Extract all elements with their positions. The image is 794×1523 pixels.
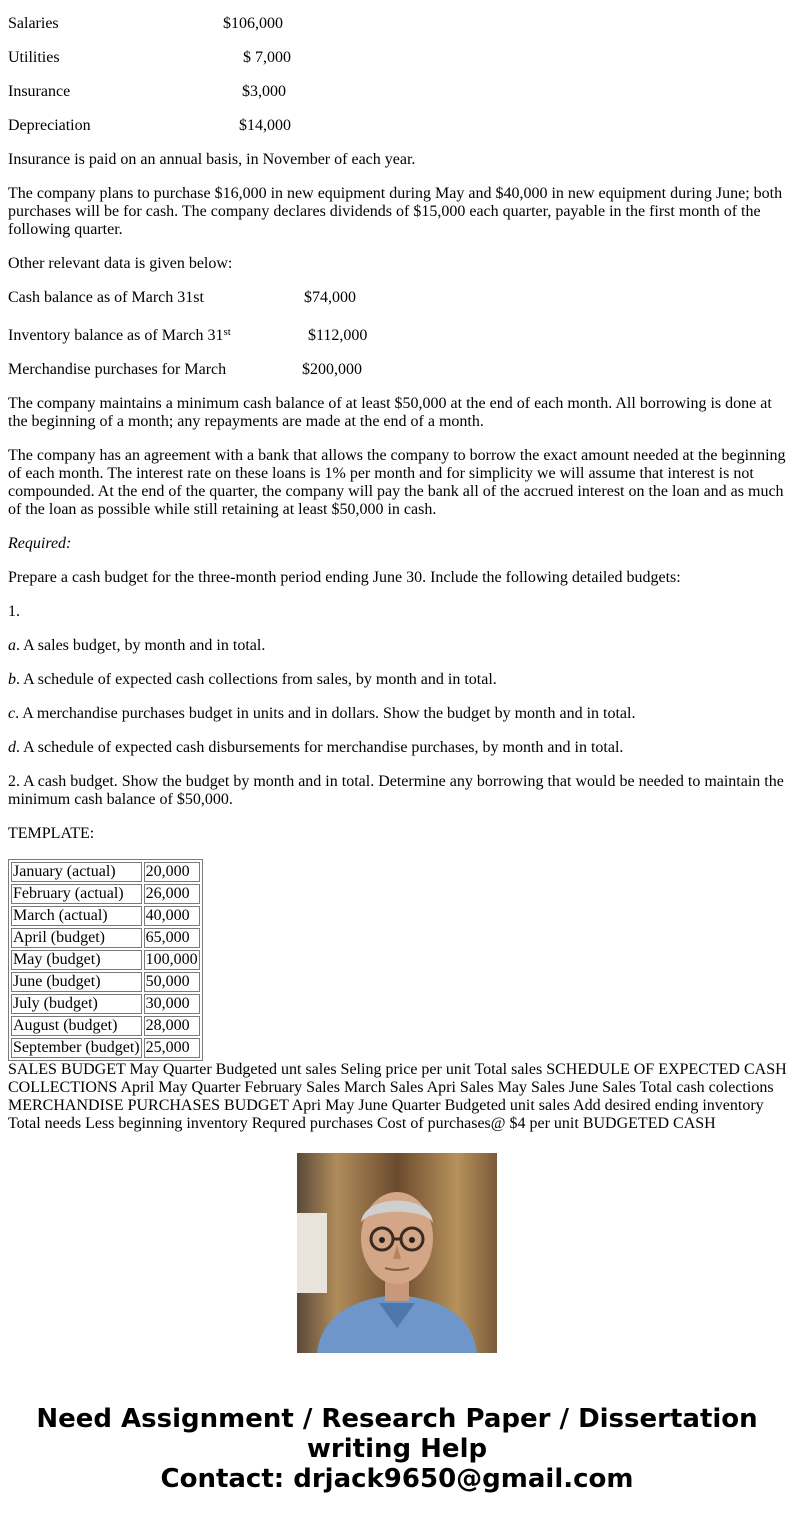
inventory-balance-label-wrap [8,327,231,345]
item-2: 2. A cash budget. Show the budget by month and in total. Determine any borrowing that would be needed to maintain the minimum cash balance of $50,000. [8,773,784,808]
template-text: SALES BUDGET May Quarter Budgeted unt sales Seling price per unit Total sales SCHEDULE OF EXPECTED CASH COLLECTIONS April May Quarter February Sales March Sales Apri Sales May Sales June Sales Total cash colections MERCHANDISE PURCHASES BUDGET Apri May June Quarter Budgeted unit sales Add desired ending inventory Total needs Less beginning inventory Requred purchases Cost of purchases@ $4 per unit BUDGETED CASH [8,1061,787,1132]
inventory-balance-label: Inventory balance as of March 31 [8,327,224,344]
units-cell: 65,000 [144,928,200,948]
avatar-portrait-icon [297,1153,497,1353]
item-a-text: . A sales budget, by month and in total. [16,637,266,654]
inventory-balance-suffix: st [223,326,231,338]
table-row [11,1038,200,1058]
units-cell: 100,000 [145,951,198,968]
month-cell: May (budget) [11,950,142,970]
table-row [11,862,200,882]
promo-contact: Contact: drjack9650@gmail.com [160,1464,634,1494]
units-cell: 25,000 [144,1038,200,1058]
promo-line-1: Need Assignment / Research Paper / Dissertation [36,1404,758,1434]
expense-amount: $ 7,000 [243,49,291,66]
expense-amount: $106,000 [223,15,283,32]
table-row [11,950,200,970]
table-row [11,906,200,926]
units-cell: 28,000 [144,1016,200,1036]
cash-balance-label: Cash balance as of March 31st [8,289,204,306]
min-cash-note: The company maintains a minimum cash balance of at least $50,000 at the end of each month. All borrowing is done at the beginning of a month; any repayments are made at the end of a month. [8,395,772,430]
item-b-letter: b [8,671,16,688]
month-cell: August (budget) [11,1016,142,1036]
table-row [11,928,200,948]
units-cell: 40,000 [144,906,200,926]
item-d-letter: d [8,739,16,756]
month-cell: April (budget) [11,928,142,948]
units-cell: 26,000 [144,884,200,904]
expense-label: Utilities [8,49,60,66]
prepare-text: Prepare a cash budget for the three-month period ending June 30. Include the following detailed budgets: [8,569,681,586]
bank-note: The company has an agreement with a bank that allows the company to borrow the exact amount needed at the beginning of each month. The interest rate on these loans is 1% per month and for simplicity we will assume that interest is not compounded. At the end of the quarter, the company will pay the bank all of the accrued interest on the loan and as much of the loan as possible while still retaining at least $50,000 in cash. [8,447,786,518]
table-row [11,972,200,992]
item-b [8,671,788,689]
item-d [8,739,788,757]
month-cell: June (budget) [11,972,142,992]
expense-label: Depreciation [8,117,91,134]
month-cell: January (actual) [11,862,142,882]
other-data-heading: Other relevant data is given below: [8,255,233,272]
cash-balance-amount: $74,000 [304,289,356,306]
required-heading: Required: [8,535,72,552]
avatar [297,1153,497,1353]
expense-label: Insurance [8,83,71,100]
inventory-balance-amount: $112,000 [308,327,368,344]
expense-amount: $3,000 [242,83,286,100]
table-row [11,884,200,904]
expense-label: Salaries [8,15,59,32]
item-a [8,637,788,655]
month-cell: July (budget) [11,994,142,1014]
item-d-text: . A schedule of expected cash disbursements for merchandise purchases, by month and in total. [16,739,624,756]
table-row [11,994,200,1014]
expense-amount: $14,000 [239,117,291,134]
units-cell: 50,000 [144,972,200,992]
purchases-label: Merchandise purchases for March [8,361,227,378]
equipment-note: The company plans to purchase $16,000 in new equipment during May and $40,000 in new equipment during June; both purchases will be for cash. The company declares dividends of $15,000 each quarter, payable in the first month of the following quarter. [8,185,783,238]
purchases-amount: $200,000 [302,361,362,378]
template-heading: TEMPLATE: [8,825,95,842]
item-a-letter: a [8,637,16,654]
item-c-letter: c [8,705,16,722]
item-b-text: . A schedule of expected cash collections from sales, by month and in total. [16,671,497,688]
promo-line-2: writing Help [306,1434,488,1464]
month-cell: March (actual) [11,906,142,926]
units-cell: 30,000 [144,994,200,1014]
month-cell: February (actual) [11,884,142,904]
item-1: 1. [8,603,20,620]
month-cell: September (budget) [13,1039,140,1056]
item-c [8,705,788,723]
table-row [11,1016,200,1036]
monthly-sales-table [8,859,203,1061]
units-cell: 20,000 [144,862,200,882]
insurance-note: Insurance is paid on an annual basis, in November of each year. [8,151,416,168]
item-c-text: . A merchandise purchases budget in units and in dollars. Show the budget by month and in total. [15,705,636,722]
